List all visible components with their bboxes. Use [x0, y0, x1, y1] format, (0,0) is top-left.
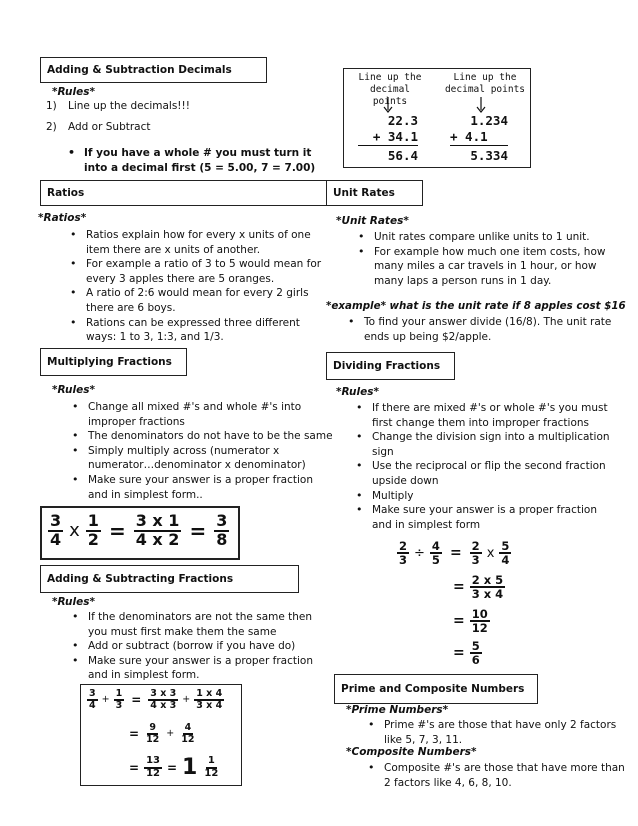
step-2: 2) Add or Subtract	[46, 121, 151, 133]
adding-fractions-list: • If the denominators are not the same then you must first make them the same • Add or subtract (borrow if you have do) • Make sure your answer is a proper fraction and in simplest form.	[64, 610, 334, 683]
fraction: $\frac{5}{6}$	[471, 639, 480, 668]
adding-decimals-title: Adding & Subtraction Decimals	[47, 64, 232, 76]
fraction: $\frac{3}{8}$	[216, 511, 228, 549]
adding-decimals-steps	[42, 96, 322, 138]
unit-rate-example-heading: *example* what is the unit rate if 8 apples cost $16	[326, 300, 626, 312]
fraction: $\frac{1}{2}$	[87, 511, 99, 549]
dividing-row-3: = $\frac{10}{12}$	[453, 607, 488, 636]
decimal-tip: • If you have a whole # you must turn it into a decimal first (5 = 5.00, 7 = 7.00)	[60, 146, 330, 175]
fraction: $\frac{4}{5}$	[431, 539, 440, 568]
adding-fractions-heading: *Rules*	[52, 596, 95, 608]
adding-fractions-example-frame	[80, 684, 242, 786]
multiplying-title-box	[40, 348, 187, 376]
dividing-row-2: = $\frac{2 x 5}{3 x 4}$	[453, 573, 504, 602]
fraction: $\frac{1}{12}$	[204, 755, 219, 779]
left-caption: Line up the decimal points	[358, 72, 422, 107]
composite-heading: *Composite Numbers*	[346, 746, 477, 758]
right-caption: Line up the decimal points	[444, 72, 526, 95]
multiplying-equation: $\frac{3}{4}$ x $\frac{1}{2}$ = $\frac{3 x 1}{4 x 2}$ = $\frac{3}{8}$	[50, 511, 228, 549]
dividing-row-4: = $\frac{5}{6}$	[453, 639, 480, 668]
fraction: $\frac{1}{3}$	[115, 688, 123, 711]
ratios-list: • Ratios explain how for every x units of one item there are x units of another. • For example a ratio of 3 to 5 would mean for every 3 apples there are 5 oranges. • A ratio of 2:6 would mean for every 2 girls there are 6 boys. • Rations can be expressed three different ways: 1 to 3, 1:3, and 1/3.	[62, 228, 330, 345]
ratios-title-box	[40, 180, 329, 206]
multiplying-example-frame	[40, 506, 240, 560]
fraction: $\frac{13}{12}$	[146, 755, 160, 779]
dividing-example-frame	[393, 538, 527, 670]
adding-row-1: $\frac{3}{4}$ + $\frac{1}{3}$ = $\frac{3 x 3}{4 x 3}$ + $\frac{1 x 4}{3 x 4}$	[89, 688, 223, 711]
adding-row-2: = $\frac{9}{12}$ + $\frac{4}{12}$	[129, 722, 195, 745]
fraction: $\frac{3 x 1}{4 x 2}$	[135, 511, 180, 549]
arrow-icon-left	[382, 97, 394, 113]
dividing-title-box	[326, 352, 455, 380]
fraction: $\frac{1 x 4}{3 x 4}$	[196, 688, 223, 711]
ratios-heading: *Ratios*	[38, 212, 87, 224]
left-sum: 22.3 + 34.1 56.4	[358, 113, 418, 164]
adding-row-3: = $\frac{13}{12}$ = 1 $\frac{1}{12}$	[129, 755, 219, 780]
arrow-icon-right	[475, 97, 487, 113]
decimal-example-frame	[343, 68, 531, 168]
dividing-list: • If there are mixed #'s or whole #'s you must first change them into improper fractions • Change the division sign into a multiplication sign • Use the reciprocal or flip the second fraction upside down • Multiply • Make sure your answer is a proper fraction and in simplest form	[348, 401, 633, 532]
unit-rate-example-list: • To find your answer divide (16/8). The unit rate ends up being $2/apple.	[340, 315, 630, 344]
prime-heading: *Prime Numbers*	[346, 704, 449, 716]
unit-rates-list: • Unit rates compare unlike units to 1 unit. • For example how much one item costs, how many miles a car travels in 1 hour, or how many laps a person runs in 1 day.	[350, 230, 630, 288]
prime-list: • Prime #'s are those that have only 2 factors like 5, 7, 3, 11.	[360, 718, 630, 747]
multiplying-list: • Change all mixed #'s and whole #'s into improper fractions • The denominators do not have to be the same • Simply multiply across (numerator x numerator…denominator x denominator) • Make sure your answer is a proper fraction and in simplest form..	[64, 400, 334, 502]
mixed-whole: 1	[182, 755, 198, 780]
unit-rates-title: Unit Rates	[333, 187, 395, 199]
adding-fractions-title: Adding & Subtracting Fractions	[47, 573, 234, 585]
fraction: $\frac{2}{3}$	[399, 539, 408, 568]
fraction: $\frac{2}{3}$	[471, 539, 480, 568]
unit-rates-title-box	[326, 180, 423, 206]
fraction: $\frac{4}{12}$	[181, 722, 195, 745]
fraction: $\frac{10}{12}$	[471, 607, 488, 636]
dividing-row-1: $\frac{2}{3}$ ÷ $\frac{4}{5}$ = $\frac{2}{3}$ x $\frac{5}{4}$	[399, 539, 510, 568]
adding-decimals-rules-heading: *Rules*	[52, 86, 95, 98]
composite-list: • Composite #'s are those that have more than 2 factors like 4, 6, 8, 10.	[360, 761, 635, 790]
ratios-title: Ratios	[47, 187, 85, 199]
dividing-heading: *Rules*	[336, 386, 379, 398]
fraction: $\frac{3}{4}$	[50, 511, 62, 549]
fraction: $\frac{3}{4}$	[89, 688, 96, 711]
unit-rates-heading: *Unit Rates*	[336, 215, 409, 227]
fraction: $\frac{3 x 3}{4 x 3}$	[150, 688, 177, 711]
adding-fractions-title-box	[40, 565, 299, 593]
prime-title: Prime and Composite Numbers	[341, 683, 525, 695]
adding-decimals-title-box	[40, 57, 267, 83]
right-sum: 1.234 + 4.1 5.334	[450, 113, 508, 163]
dividing-title: Dividing Fractions	[333, 360, 441, 372]
multiplying-heading: *Rules*	[52, 384, 95, 396]
fraction: $\frac{2 x 5}{3 x 4}$	[471, 573, 504, 602]
multiplying-title: Multiplying Fractions	[47, 356, 172, 368]
fraction: $\frac{9}{12}$	[146, 722, 160, 745]
fraction: $\frac{5}{4}$	[501, 539, 510, 568]
prime-title-box	[334, 674, 538, 704]
step-1: 1) Line up the decimals!!!	[46, 100, 190, 112]
